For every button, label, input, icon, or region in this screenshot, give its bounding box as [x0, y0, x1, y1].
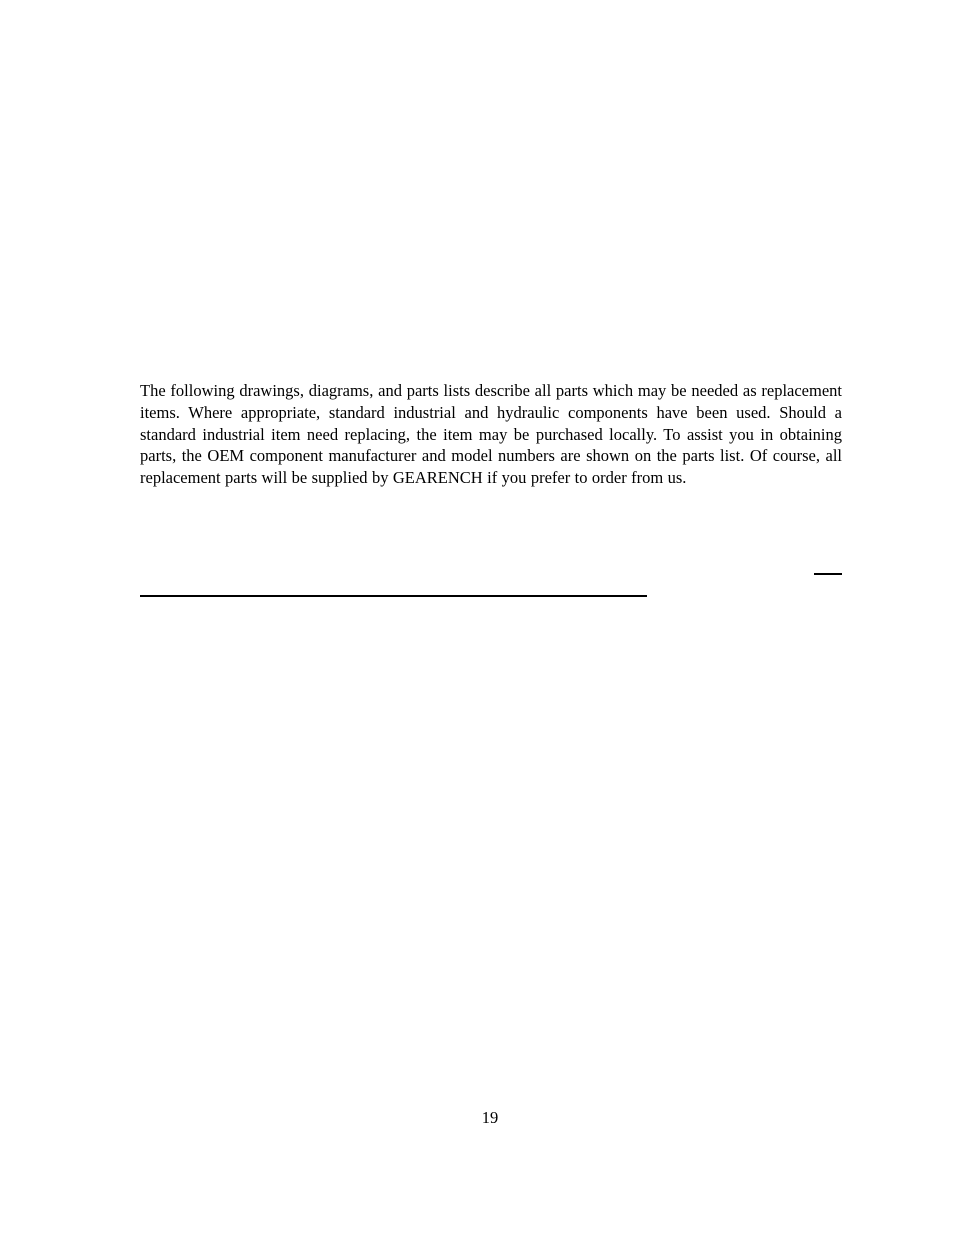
long-underline-rule [140, 595, 647, 597]
parts-intro-paragraph: The following drawings, diagrams, and parts lists describe all parts which may be needed as replacement items. Where appropriate, standard industrial and hydraulic components have been used. Should a standard industrial item need replacing, the item may be purchased locally. To assist you in obtaining parts, the OEM component manufacturer and model numbers are shown on the parts list. Of course, all replacement parts will be supplied by GEARENCH if you prefer to order from us. [140, 381, 842, 488]
short-underline-rule [814, 573, 842, 575]
page-number: 19 [481, 1108, 499, 1127]
